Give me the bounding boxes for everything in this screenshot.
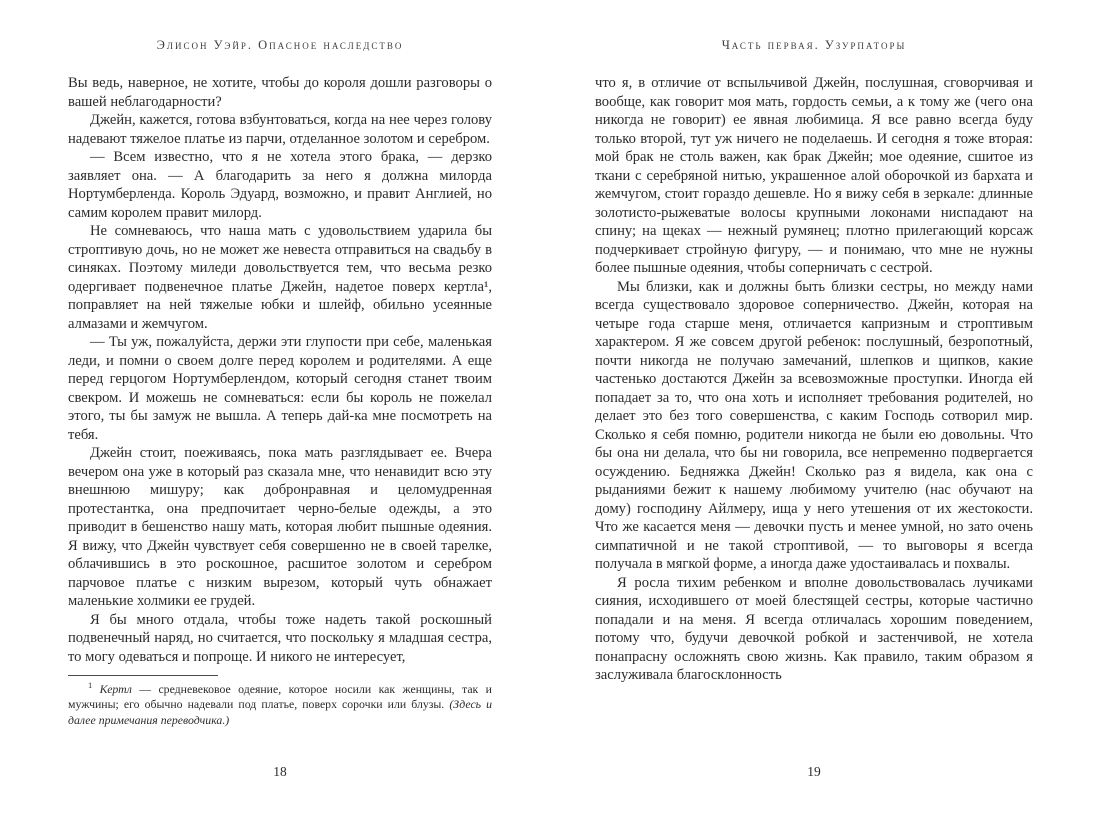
paragraph: — Всем известно, что я не хотела этого брака, — дерзко заявляет она. — А благодарить за него я должна милорда Нортумберленда. Король Эдуард, возможно, и правит Англией, но самим королем правит милорд.	[68, 149, 492, 221]
paragraph: — Ты уж, пожалуйста, держи эти глупости при себе, маленькая леди, и помни о своем долге перед королем и родителями. А еще перед герцогом Нортумберлендом, который сегодня станет твоим свекром. И можешь не сомневаться: если бы король не пожелал этого, ты бы замуж не вышла. А теперь дай-ка мне посмотреть на тебя.	[68, 334, 492, 443]
left-page-body	[68, 74, 492, 666]
paragraph: Я бы много отдала, чтобы тоже надеть такой роскошный подвенечный наряд, но считается, что поскольку я младшая сестра, то могу одеваться и попроще. И никого не интересует,	[68, 611, 492, 665]
paragraph: Я росла тихим ребенком и вполне довольствовалась лучиками сияния, исходившего от моей блестящей сестры, которые частично попадали и на меня. Я всегда отличалась хорошим поведением, потому что, будучи девочкой робкой и застенчивой, не хотела понапрасну осложнять свою жизнь. Как правило, таким образом я заслуживала благосклонность	[595, 574, 1033, 683]
left-page-number: 18	[273, 764, 287, 779]
right-page-number: 19	[807, 764, 821, 779]
right-running-head: Часть первая. Узурпаторы	[721, 38, 907, 52]
footnote-term: Кертл	[99, 682, 132, 696]
paragraph: Не сомневаюсь, что наша мать с удовольствием ударила бы строптивую дочь, но не может же невеста отправиться на свадьбу в синяках. Поэтому миледи довольствуется тем, что весьма резко одергивает подвенечное платье Джейн, надетое поверх кертла¹, поправляет на ней тяжелые юбки и шлейф, обильно усеянные алмазами и жемчугом.	[68, 223, 492, 332]
footnote-body: — средневековое одеяние, которое носили как женщины, так и мужчины; его обычно надевали под платье, поверх сорочки или блузы.	[68, 682, 492, 712]
left-running-head: Элисон Уэйр. Опасное наследство	[156, 38, 404, 52]
right-page-body	[595, 74, 1033, 685]
paragraph: Вы ведь, наверное, не хотите, чтобы до короля дошли разговоры о вашей неблагодарности?	[68, 75, 492, 110]
page-left	[68, 0, 492, 825]
footnote-marker: 1	[88, 680, 93, 691]
paragraph: Джейн, кажется, готова взбунтоваться, когда на нее через голову надевают тяжелое платье из парчи, отделанное золотом и серебром.	[68, 112, 492, 147]
footnote	[68, 675, 492, 728]
footnote-text	[68, 682, 492, 728]
paragraph: Джейн стоит, поеживаясь, пока мать разглядывает ее. Вчера вечером она уже в который раз сказала мне, что ненавидит всю эту внешнюю мишуру; как добронравная и целомудренная протестантка, она предпочитает черно-белые одежды, а это приводит в бешенство нашу мать, которая любит пышные одеяния. Я вижу, что Джейн чувствует себя совершенно не в своей тарелке, облачившись в это роскошное, расшитое золотом и серебром парчовое платье с низким вырезом, который чуть обнажает маленькие холмики ее грудей.	[68, 445, 492, 609]
paragraph: Мы близки, как и должны быть близки сестры, но между нами всегда существовало здоровое соперничество. Джейн, которая на четыре года старше меня, отличается капризным и строптивым характером. Я же совсем другой ребенок: послушный, безропотный, почти никогда не получаю замечаний, шлепков и щипков, какие частенько достаются Джейн за всевозможные проступки. Иногда ей попадает за то, что она хоть и исполняет требования родителей, но делает это без того совершенства, с каким Господь сотворил мир. Сколько я себя помню, родители никогда не были ею довольны. Что бы она ни делала, что бы ни говорила, все непременно подвергается осуждению. Бедняжка Джейн! Сколько раз я видела, как она с рыданиями бежит к нашему любимому учителю (нас обучают на дому) господину Айлмеру, ища у него утешения от их жестокости. Что же касается меня — девочки пусть и менее умной, но зато очень симпатичной и не такой строптивой, — то выговоры я всегда получала в мягкой форме, а иногда даже удостаивалась и похвалы.	[595, 278, 1033, 572]
footnote-translator-note: (Здесь и далее примечания переводчика.)	[68, 697, 492, 727]
page-right	[595, 0, 1033, 825]
paragraph: что я, в отличие от вспыльчивой Джейн, послушная, сговорчивая и вообще, как говорит моя мать, гордость семьи, а к тому же (чего она никогда не говорит) ее явная любимица. Я все равно всегда буду только второй, тут уж ничего не поделаешь. И сегодня я тоже вторая: мой брак не столь важен, как брак Джейн; мое одеяние, сшитое из ткани с серебряной нитью, украшенное алой оборочкой из бархата и жемчугом, стоит гораздо дешевле. Но я вижу себя в зеркале: длинные золотисто-рыжеватые волосы крупными локонами ниспадают на спину; на щеках — нежный румянец; плотно прилегающий корсаж подчеркивает стройную фигуру, — и понимаю, что мне не нужны более пышные одеяния, чтобы соперничать с сестрой.	[595, 75, 1033, 276]
footnote-divider	[68, 675, 218, 676]
